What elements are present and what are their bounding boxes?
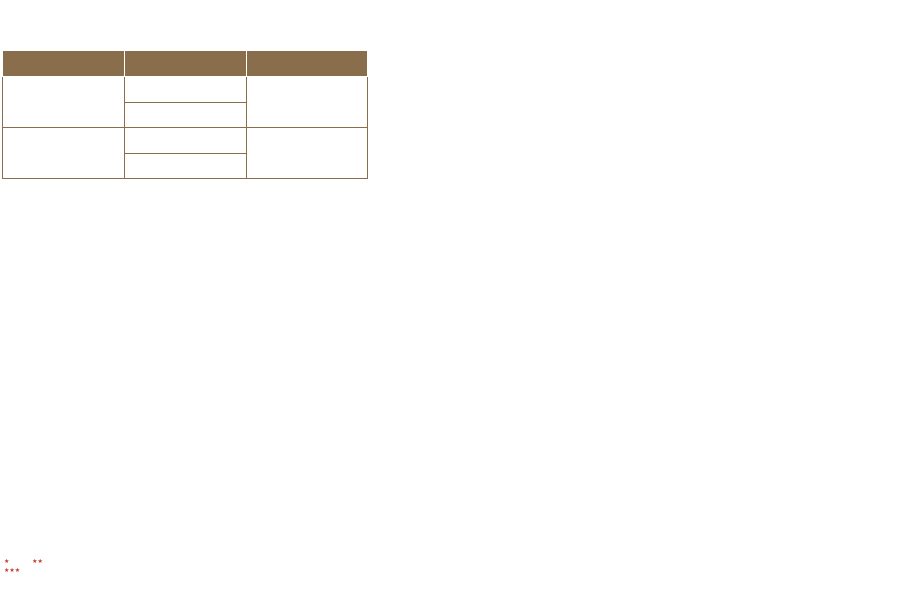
footnotes	[4, 557, 43, 578]
rate-table-header	[3, 51, 368, 77]
third-page-price	[247, 128, 368, 179]
half-page-price	[247, 77, 368, 128]
star-icon: ★★	[32, 558, 43, 565]
footnote-row-2	[4, 566, 43, 575]
procedure-heading	[548, 66, 900, 67]
col-header-size	[125, 51, 247, 77]
page-title	[22, 2, 30, 27]
table-row-third	[3, 128, 368, 154]
col-header-version	[3, 51, 125, 77]
star-icon: ★★★	[4, 567, 21, 575]
half-page-version	[3, 77, 125, 128]
star-icon: ★	[4, 558, 10, 565]
half-page-size-1	[125, 77, 247, 103]
col-header-price	[247, 51, 368, 77]
third-page-size-2	[125, 153, 247, 179]
third-page-size-1	[125, 128, 247, 154]
table-row-half	[3, 77, 368, 103]
footnote-row-1	[4, 557, 43, 566]
rate-table	[2, 50, 368, 179]
half-page-size-2	[125, 102, 247, 128]
third-page-version	[3, 128, 125, 179]
